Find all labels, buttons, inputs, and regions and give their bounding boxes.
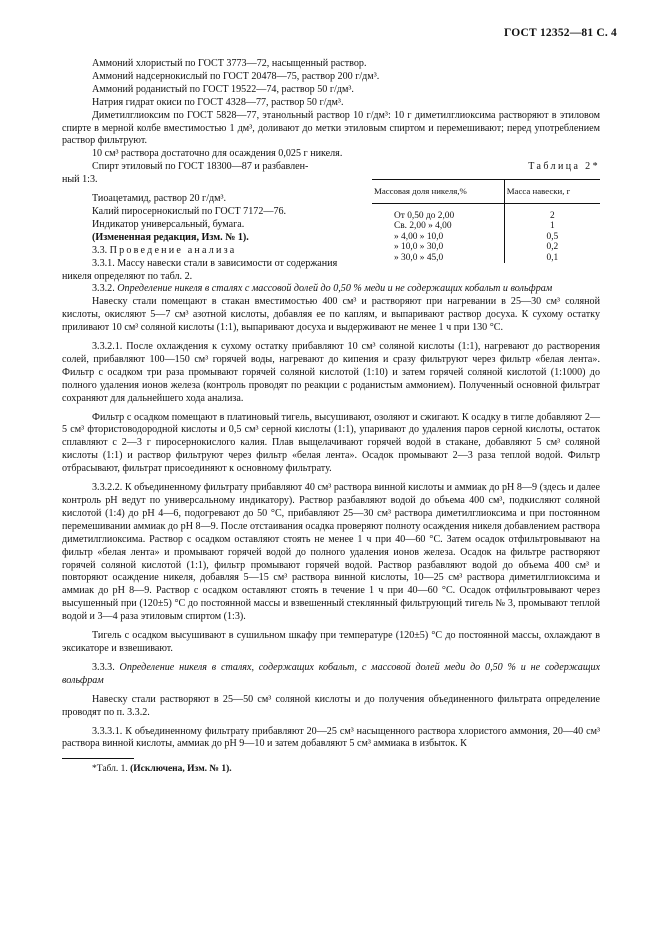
ethanol-line-cont: ный 1:3. [62, 174, 98, 186]
section-title: Проведение анализа [109, 244, 237, 256]
section-heading [62, 245, 362, 258]
table-cell-range: » 4,00 » 10,0 [394, 231, 444, 242]
subsection-title: Определение никеля в сталях, содержащих кобальт, с массовой долей меди до 0,50 % и не содержащих вольфрам [62, 661, 601, 686]
clause-3-3-1: 3.3.1. Массу навески стали в зависимости от содержания никеля определяют по табл. 2. [62, 257, 338, 282]
reagent-line: Индикатор универсальный, бумага. [92, 218, 245, 230]
table-cell-mass: 2 [504, 203, 600, 221]
reagent-line: Аммоний роданистый по ГОСТ 19522—74, раствор 50 г/дм³. [92, 83, 354, 95]
table-header-nickel: Массовая доля никеля,% [372, 180, 504, 204]
section-number: 3.3. [92, 244, 108, 256]
clause-3-3-3-1: 3.3.3.1. К объединенному фильтрату прибавляют 20—25 см³ насыщенного раствора хлористого аммония, 20—40 см³ раствора винной кислоты, аммиак до рН 9—10 и затем добавляют 5 см³ аммиака в избыток. К [62, 725, 600, 750]
dimethylglyoxime-paragraph: Диметилглиоксим по ГОСТ 5828—77, этанольный раствор 10 г/дм³: 10 г диметилглиоксима растворяют в этиловом спирте в мерной колбе вместимостью 1 дм³, доливают до метки этиловым спиртом и перемешивают; перед употреблением раствор фильтруют. [62, 109, 600, 147]
left-column [62, 161, 362, 283]
body-paragraph: Навеску стали помещают в стакан вместимостью 400 см³ и растворяют при нагревании в 25—30 см³ соляной кислоты, окисляют 5—7 см³ азотной кислоты, добавляя ее по каплям, и выпаривают раствор досуха. К сухому остатку приливают 10 см³ соляной кислоты (1:1), выпаривают досуха и выдерживают не менее 1 ч при 130 °С. [62, 296, 600, 334]
reagent-line: Калий пиросернокислый по ГОСТ 7172—76. [92, 205, 287, 217]
table-row [372, 203, 600, 221]
body-paragraph: Навеску стали растворяют в 25—50 см³ соляной кислоты и до получения объединенного фильтрата определение проводят по п. 3.3.2. [62, 693, 600, 718]
reagents-and-table [62, 161, 600, 283]
body-paragraph: Фильтр с осадком помещают в платиновый тигель, высушивают, озоляют и сжигают. К осадку в тигле добавляют 2—5 см³ фтористоводородной кислоты и 0,5 см³ серной кислоты (1:1), упаривают до удаления паров серной кислоты, остаток сплавляют с 2—3 г пиросернокислого калия. Плав выщелачивают горячей водой в стакане, добавляют 5 см³ соляной кислоты (1:1) и раствор фильтруют через фильтр «белая лента». Осадок промывают 2—3 раза теплой водой. Фильтр отбрасывают, фильтрат присоединяют к основному фильтрату. [62, 411, 600, 475]
table-row [372, 232, 600, 243]
table-caption: Таблица 2* [528, 161, 600, 173]
reagent-line: Аммоний надсернокислый по ГОСТ 20478—75, раствор 200 г/дм³. [92, 70, 380, 82]
subsection-title: Определение никеля в сталях с массовой долей до 0,50 % меди и не содержащих кобальт и вольфрам [117, 283, 553, 295]
table-cell-mass: 0,1 [504, 253, 600, 264]
page-header: ГОСТ 12352—81 С. 4 [504, 27, 617, 39]
body-paragraph: Тигель с осадком высушивают в сушильном шкафу при температуре (120±5) °С до постоянной массы, охлаждают в эксикаторе и взвешивают. [62, 630, 600, 654]
footnote [92, 763, 600, 776]
reagent-line: Аммоний хлористый по ГОСТ 3773—72, насыщенный раствор. [92, 58, 367, 69]
table-header-row [372, 180, 600, 204]
footnote-divider [62, 758, 134, 759]
footnote-label: *Табл. 1. [92, 764, 128, 775]
subsection-heading [62, 662, 600, 688]
table-cell-mass: 1 [504, 221, 600, 232]
table-cell-range: Св. 2,00 » 4,00 [394, 221, 452, 232]
table-cell-mass: 0,5 [504, 232, 600, 243]
reagent-line: Тиоацетамид, раствор 20 г/дм³. [92, 193, 227, 205]
table-row [372, 242, 600, 253]
table-header-mass: Масса навески, г [504, 180, 600, 204]
table-grid [372, 179, 600, 263]
section-number: 3.3.2. [92, 283, 115, 295]
table-cell-range: » 10,0 » 30,0 [394, 242, 444, 253]
table-cell-range: От 0,50 до 2,00 [394, 210, 455, 221]
table-cell-mass: 0,2 [504, 242, 600, 253]
table-cell-range: » 30,0 » 45,0 [394, 252, 444, 263]
section-number: 3.3.3. [92, 661, 115, 673]
body-paragraph: 3.3.2.2. К объединенному фильтрату прибавляют 40 см³ раствора винной кислоты и аммиак до рН 8—9 (здесь и далее контроль рН ведут по универсальному индикатору). Раствор разбавляют водой до объема 400 см³, подкисляют соляной кислотой (1:4) до рН 4—6, подогревают до 50 °С, прибавляют 25—30 см³ раствора диметилглиоксима и при постоянном перемешивании аммиак до рН 8—9. После отстаивания осадка проверяют полноту осаждения никеля добавлением раствора диметилглиоксима. Раствор с осадком оставляют стоять не менее 1 ч при 40—60 °С. Затем осадок отфильтровывают на фильтр «белая лента» и промывают горячей водой до полного удаления ионов железа. Осадок на фильтре растворяют горячей соляной кислотой (1:1), фильтр промывают горячей водой. Раствор разбавляют водой до объема 400 см³ и повторяют осаждение никеля, добавляя 5—15 см³ раствора винной кислоты, 10—25 см³ раствора диметилглиоксима и аммиак до рН 8—9. Раствор с осадком оставляют стоять в течение 1 ч при 40—60 °С. Осадок отфильтровывают через высушенный при (120±5) °С до постоянной массы и взвешенный стеклянный фильтрующий тигель № 3, промывают теплой водой и 3—4 раза этиловым спиртом (1:3). [62, 482, 600, 623]
table-row [372, 221, 600, 232]
ethanol-line: Спирт этиловый по ГОСТ 18300—87 и разбавлен- [92, 161, 309, 173]
table-row [372, 253, 600, 264]
reagent-line: Натрия гидрат окиси по ГОСТ 4328—77, раствор 50 г/дм³. [92, 96, 344, 108]
table-2 [372, 161, 600, 283]
amendment-note: (Измененная редакция, Изм. № 1). [92, 231, 249, 243]
subsection-heading [62, 283, 600, 296]
precipitation-note: 10 см³ раствора достаточно для осаждения 0,025 г никеля. [92, 148, 343, 160]
body-paragraph: 3.3.2.1. После охлаждения к сухому остатку прибавляют 10 см³ соляной кислоты (1:1), нагревают до растворения солей, прибавляют 100—150 см³ горячей воды, нагревают до кипения и сразу фильтруют через фильтр «белая лента». Фильтр с осадком три раза промывают горячей соляной кислотой (1:10) и затем горячей соляной кислотой (1:1000) до полного удаления ионов железа (контроль проводят по реакции с роданистым аммонием). Полученный основной фильтрат сохраняют для дальнейшего хода анализа. [62, 341, 600, 404]
document-body [62, 58, 600, 776]
footnote-text: (Исключена, Изм. № 1). [130, 764, 232, 775]
